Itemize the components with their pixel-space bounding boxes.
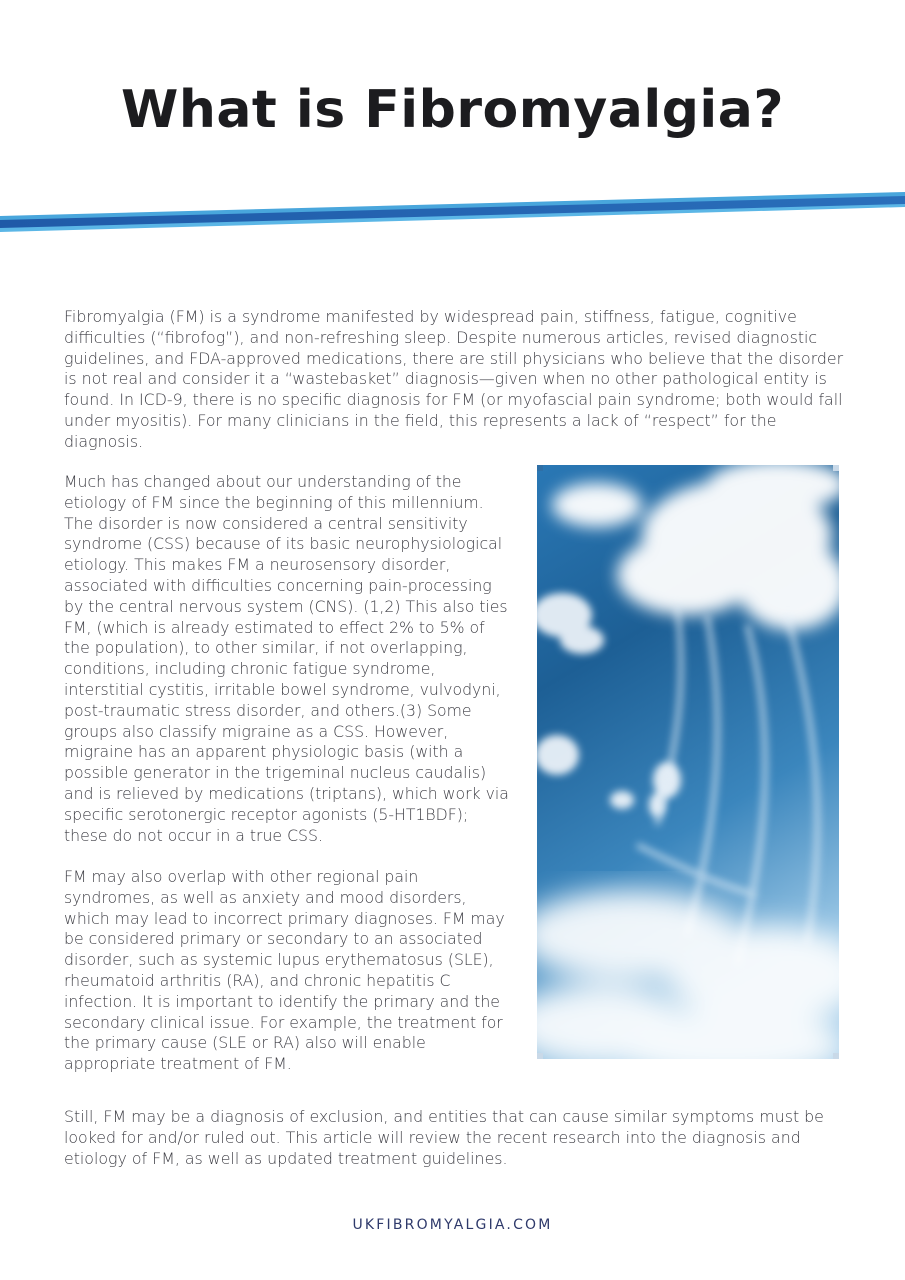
photo-corner-mark: [833, 1053, 839, 1059]
header-stripe: [0, 185, 905, 245]
footer-website[interactable]: UKFIBROMYALGIA.COM: [352, 1217, 553, 1233]
photo-corner-mark: [537, 1053, 543, 1059]
photo-corner-mark: [833, 465, 839, 471]
sky-clouds-photo: [537, 465, 839, 1059]
overlap-paragraph: FM may also overlap with other regional pain syndromes, as well as anxiety and mood disorders, which may lead to incorrect primary diagnoses. FM may be considered primary or secondary to an associated disorder, such as systemic lupus erythematosus (SLE), rheumatoid arthritis (RA), and chronic hepatitis C infection. It is important to identify the primary and the secondary clinical issue. For example, the treatment for the primary cause (SLE or RA) also will enable appropriate treatment of FM.: [64, 867, 505, 1074]
etiology-paragraph: Much has changed about our understanding of the etiology of FM since the beginning of this millennium. The disorder is now considered a central sensitivity syndrome (CSS) because of its basic neurophysiological etiology. This makes FM a neurosensory disorder, associated with difficulties concerning pain-processing by the central nervous system (CNS). (1,2) This also ties FM, (which is already estimated to effect 2% to 5% of the population), to other similar, if not overlapping, conditions, including chronic fatigue syndrome, interstitial cystitis, irritable bowel syndrome, vulvodyni, post-traumatic stress disorder, and others.(3) Some groups also classify migraine as a CSS. However, migraine has an apparent physiologic basis (with a possible generator in the trigeminal nucleus caudalis) and is relieved by medications (triptans), which work via specific serotonergic receptor agonists (5-HT1BDF); these do not occur in a true CSS.: [64, 472, 509, 845]
photo-corner-mark: [537, 465, 543, 471]
intro-paragraph: Fibromyalgia (FM) is a syndrome manifested by widespread pain, stiffness, fatigue, cognitive difficulties (“fibrofog”), and non-refreshing sleep. Despite numerous articles, revised diagnostic guidelines, and FDA-approved medications, there are still physicians who believe that the disorder is not real and consider it a “wastebasket” diagnosis—given when no other pathological entity is found. In ICD-9, there is no specific diagnosis for FM (or myofascial pain syndrome; both would fall under myositis). For many clinicians in the field, this represents a lack of “respect” for the diagnosis.: [64, 307, 844, 451]
page-title: What is Fibromyalgia?: [120, 80, 785, 140]
closing-paragraph: Still, FM may be a diagnosis of exclusion, and entities that can cause similar symptoms must be looked for and/or ruled out. This article will review the recent research into the diagnosis and etiology of FM, as well as updated treatment guidelines.: [64, 1107, 824, 1168]
